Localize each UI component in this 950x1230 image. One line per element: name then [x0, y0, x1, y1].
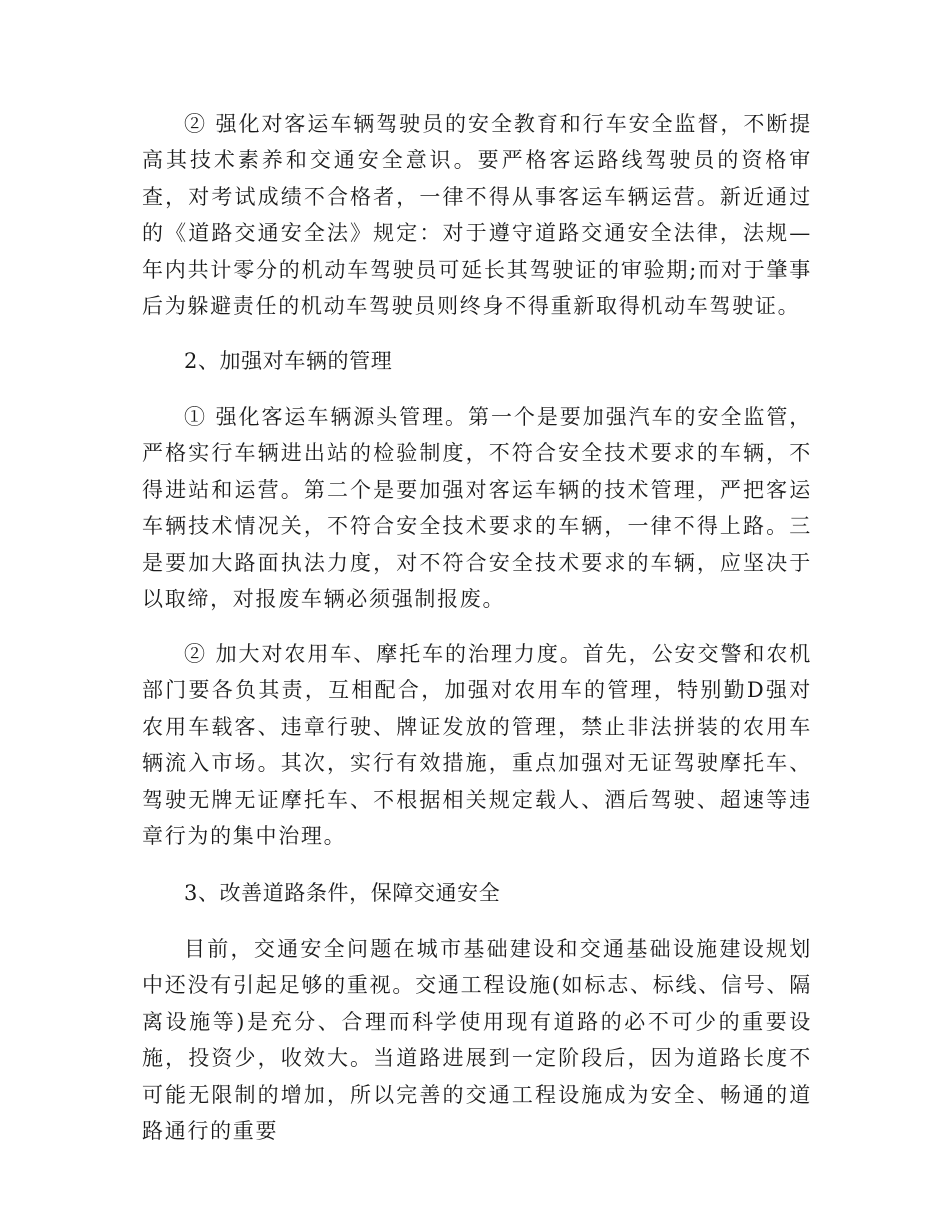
- paragraph-driver-education: ② 强化对客运车辆驾驶员的安全教育和行车安全监督，不断提高其技术素养和交通安全意识。要严格客运路线驾驶员的资格审查，对考试成绩不合格者，一律不得从事客运车辆运营。新近通过的《道路交通安全法》规定：对于遵守道路交通安全法律，法规—年内共计零分的机动车驾驶员可延长其驾驶证的审验期;而对于肇事后为躲避责任的机动车驾驶员则终身不得重新取得机动车驾驶证。: [142, 112, 812, 319]
- paragraph-farm-vehicle-motorcycle: ② 加大对农用车、摩托车的治理力度。首先，公安交警和农机部门要各负其责，互相配合，加强对农用车的管理，特别勤D强对农用车载客、违章行驶、牌证发放的管理，禁止非法拼装的农用车辆流入市场。其次，实行有效措施，重点加强对无证驾驶摩托车、驾驶无牌无证摩托车、不根据相关规定载人、酒后驾驶、超速等违章行为的集中治理。: [142, 642, 812, 849]
- section-heading-road-conditions: 3、改善道路条件，保障交通安全: [184, 881, 501, 905]
- section-heading-vehicle-management: 2、加强对车辆的管理: [184, 349, 393, 373]
- paragraph-traffic-facilities: 目前，交通安全问题在城市基础建设和交通基础设施建设规划中还没有引起足够的重视。交通工程设施(如标志、标线、信号、隔离设施等)是充分、合理而科学使用现有道路的必不可少的重要设施，投资少，收效大。当道路进展到一定阶段后，因为道路长度不可能无限制的增加，所以完善的交通工程设施成为安全、畅通的道路通行的重要: [142, 937, 812, 1144]
- paragraph-passenger-vehicle-source: ① 强化客运车辆源头管理。第一个是要加强汽车的安全监管，严格实行车辆进出站的检验制度，不符合安全技术要求的车辆，不得进站和运营。第二个是要加强对客运车辆的技术管理，严把客运车辆技术情况关，不符合安全技术要求的车辆，一律不得上路。三是要加大路面执法力度，对不符合安全技术要求的车辆，应坚决于以取缔，对报废车辆必须强制报废。: [142, 405, 812, 612]
